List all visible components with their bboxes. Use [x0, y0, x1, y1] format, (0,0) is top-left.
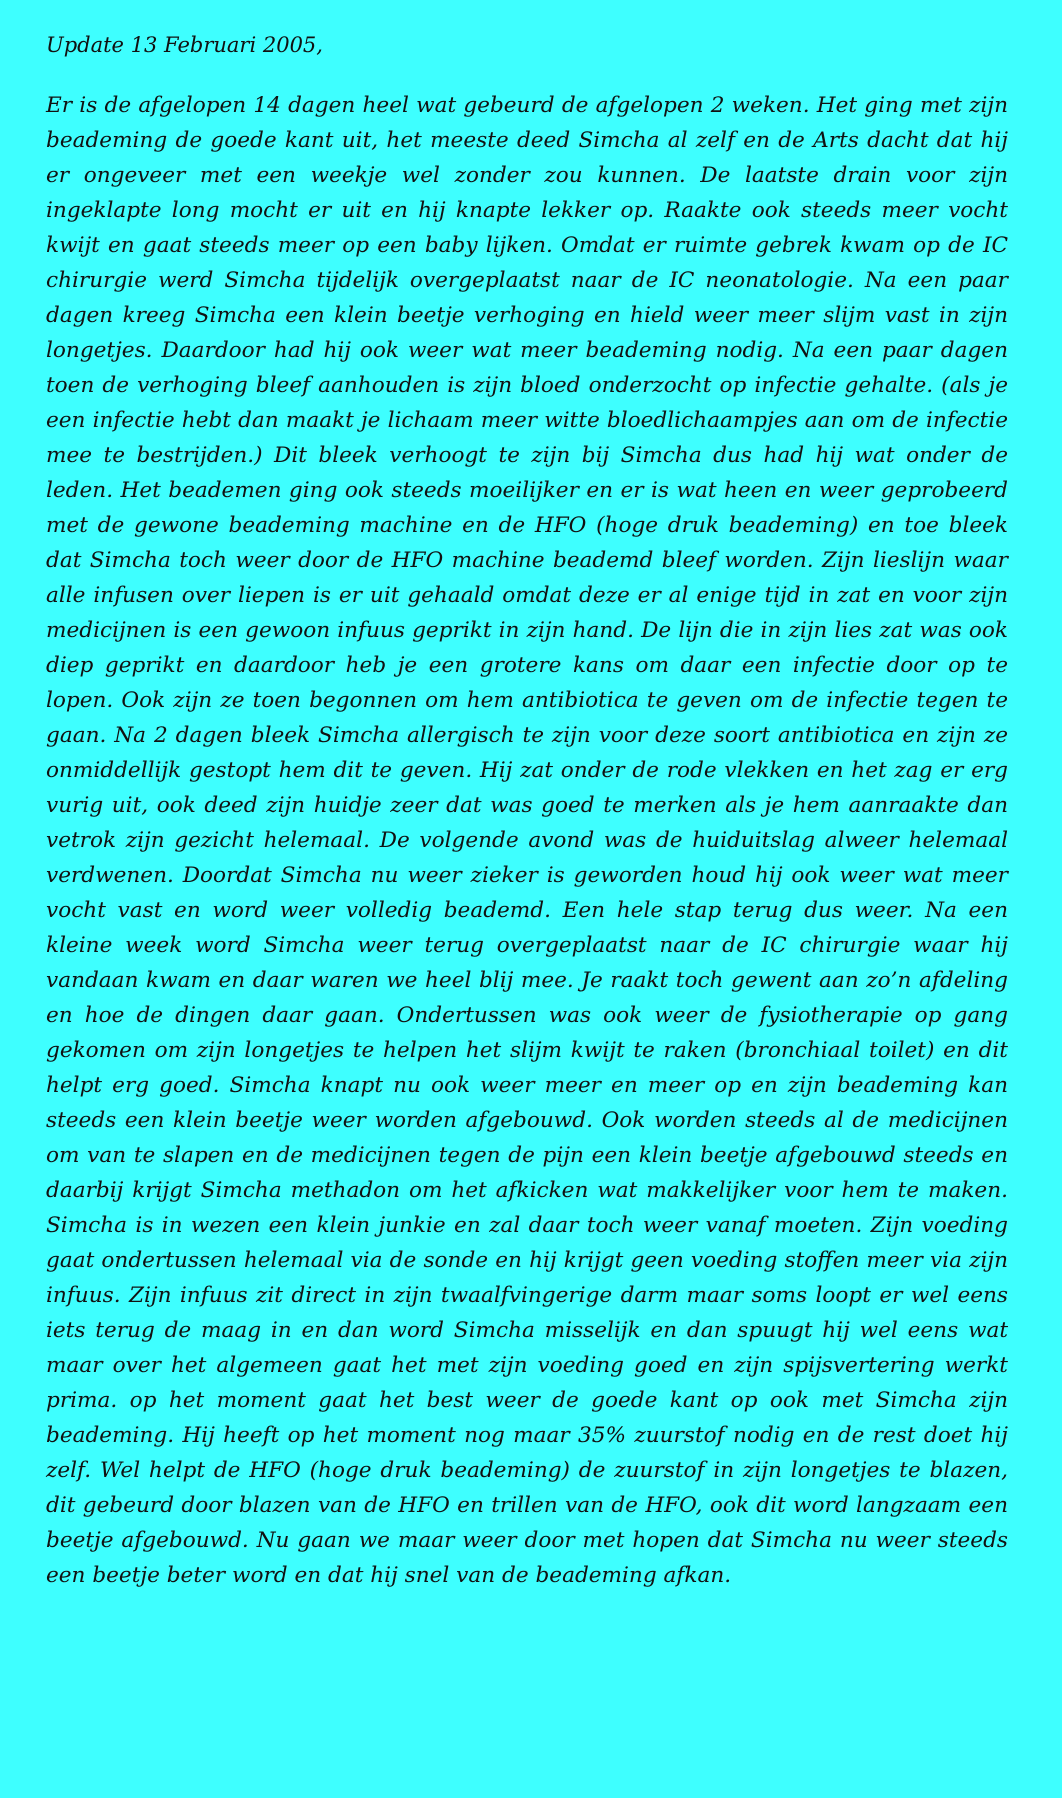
document-title: Update 13 Februari 2005, [46, 33, 323, 57]
document-body: Er is de afgelopen 14 dagen heel wat gebeurd de afgelopen 2 weken. Het ging met zijn beademing de goede kant uit, het meeste deed Simcha al zelf en de Arts dacht dat hij er ongeveer met een weekje wel zonder zou kunnen. De laatste drain voor zijn ingeklapte long mocht er uit en hij knapte lekker op. Raakte ook steeds meer vocht kwijt en gaat steeds meer op een baby lijken. Omdat er ruimte gebrek kwam op de IC chirurgie werd Simcha tijdelijk overgeplaatst naar de IC neonatologie. Na een paar dagen kreeg Simcha een klein beetje verhoging en hield weer meer slijm vast in zijn longetjes. Daardoor had hij ook weer wat meer beademing nodig. Na een paar dagen toen de verhoging bleef aanhouden is zijn bloed onderzocht op infectie gehalte. (als je een infectie hebt dan maakt je lichaam meer witte bloedlichaampjes aan om de infectie mee te bestrijden.) Dit bleek verhoogt te zijn bij Simcha dus had hij wat onder de leden. Het beademen ging ook steeds moeilijker en er is wat heen en weer geprobeerd met de gewone beademing machine en de HFO (hoge druk beademing) en toe bleek dat Simcha toch weer door de HFO machine beademd bleef worden. Zijn lieslijn waar alle infusen over liepen is er uit gehaald omdat deze er al enige tijd in zat en voor zijn medicijnen is een gewoon infuus geprikt in zijn hand. De lijn die in zijn lies zat was ook diep geprikt en daardoor heb je een grotere kans om daar een infectie door op te lopen. Ook zijn ze toen begonnen om hem antibiotica te geven om de infectie tegen te gaan. Na 2 dagen bleek Simcha allergisch te zijn voor deze soort antibiotica en zijn ze onmiddellijk gestopt hem dit te geven. Hij zat onder de rode vlekken en het zag er erg vurig uit, ook deed zijn huidje zeer dat was goed te merken als je hem aanraakte dan vetrok zijn gezicht helemaal. De volgende avond was de huiduitslag alweer helemaal verdwenen. Doordat Simcha nu weer zieker is geworden houd hij ook weer wat meer vocht vast en word weer volledig beademd. Een hele stap terug dus weer. Na een kleine week word Simcha weer terug overgeplaatst naar de IC chirurgie waar hij vandaan kwam en daar waren we heel blij mee. Je raakt toch gewent aan zo’n afdeling en hoe de dingen daar gaan. Ondertussen was ook weer de fysiotherapie op gang gekomen om zijn longetjes te helpen het slijm kwijt te raken (bronchiaal toilet) en dit helpt erg goed. Simcha knapt nu ook weer meer en meer op en zijn beademing kan steeds een klein beetje weer worden afgebouwd. Ook worden steeds al de medicijnen om van te slapen en de medicijnen tegen de pijn een klein beetje afgebouwd steeds en daarbij krijgt Simcha methadon om het afkicken wat makkelijker voor hem te maken. Simcha is in wezen een klein junkie en zal daar toch weer vanaf moeten. Zijn voeding gaat ondertussen helemaal via de sonde en hij krijgt geen voeding stoffen meer via zijn infuus. Zijn infuus zit direct in zijn twaalfvingerige darm maar soms loopt er wel eens iets terug de maag in en dan word Simcha misselijk en dan spuugt hij wel eens wat maar over het algemeen gaat het met zijn voeding goed en zijn spijsvertering werkt prima. op het moment gaat het best weer de goede kant op ook met Simcha zijn beademing. Hij heeft op het moment nog maar 35% zuurstof nodig en de rest doet hij zelf. Wel helpt de HFO (hoge druk beademing) de zuurstof in zijn longetjes te blazen, dit gebeurd door blazen van de HFO en trillen van de HFO, ook dit word langzaam een beetje afgebouwd. Nu gaan we maar weer door met hopen dat Simcha nu weer steeds een beetje beter word en dat hij snel van de beademing afkan. [46, 93, 1008, 1588]
